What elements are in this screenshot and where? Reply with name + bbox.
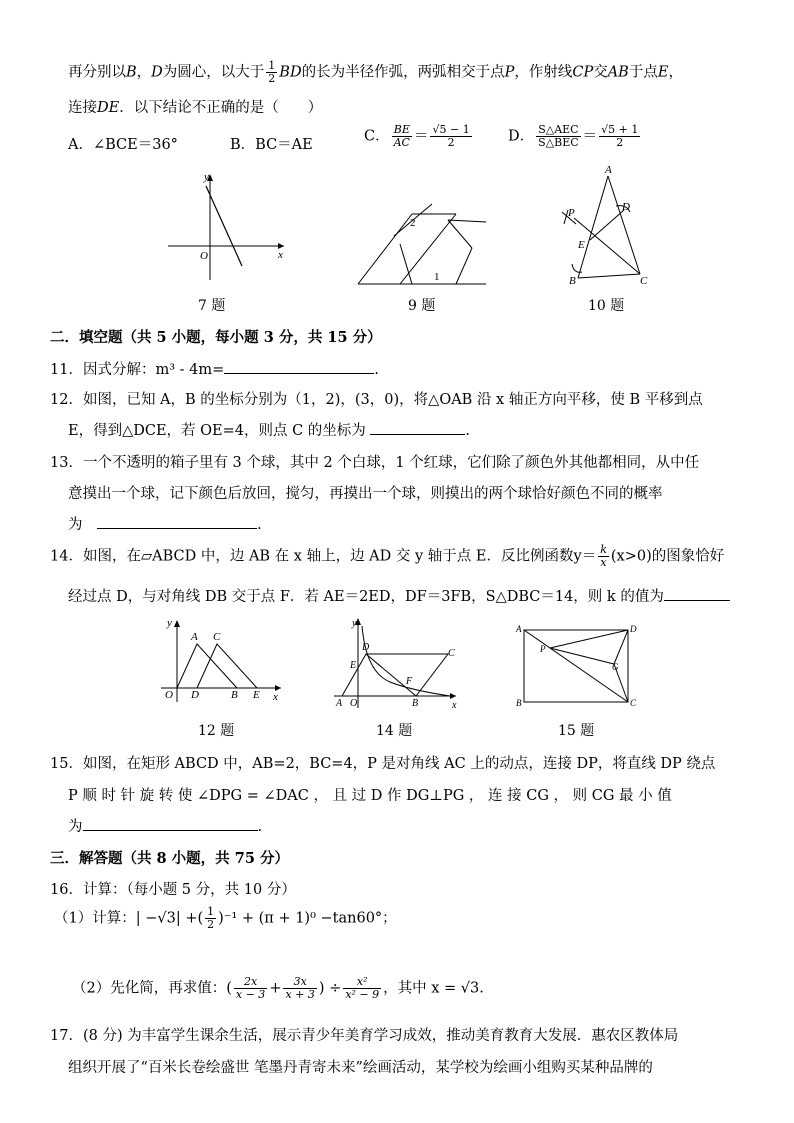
q14-num: 14． — [50, 548, 83, 565]
x-label: x — [273, 691, 278, 703]
option-c-label: C． — [364, 128, 390, 145]
q10-option-d — [508, 124, 642, 149]
q15-line2: P 顺 时 针 旋 转 使 ∠DPG = ∠DAC ， 且 过 D 作 DG⊥PG ， 连 接 CG ， 则 CG 最 小 值 — [68, 788, 672, 804]
q16-header — [50, 878, 296, 899]
side-bc — [578, 274, 640, 278]
side-ab — [578, 176, 608, 278]
frac-den: x − 3 — [235, 988, 266, 1001]
frac-3x — [283, 976, 316, 1001]
caption-7: 7 题 — [198, 298, 226, 314]
q10-var: BD — [279, 64, 302, 81]
fold-line — [400, 244, 412, 284]
q14-func: y＝ — [573, 548, 597, 565]
c-den: AC — [393, 136, 410, 149]
label-c: C — [448, 648, 455, 659]
q15-line3 — [68, 815, 262, 836]
caption-9: 9 题 — [408, 298, 436, 314]
figure-9-parallel-strip — [352, 200, 492, 290]
q10-var: P — [504, 64, 515, 81]
q17-num: 17． — [50, 1028, 83, 1044]
q14-text: 经过点 D，与对角线 DB 交于点 F．若 AE＝2ED，DF＝3FB，S△DBC＝14，则 k 的值为 — [68, 589, 664, 605]
q10-text: ，作射线 — [514, 64, 573, 81]
d-rhs-num: √5 + 1 — [601, 123, 639, 136]
label-a: A — [516, 624, 522, 634]
q16-p1-expr: | −√3| +( — [135, 910, 204, 927]
q16-text: 计算：（每小题 5 分，共 10 分） — [82, 882, 296, 898]
q10-half-fraction — [266, 60, 277, 85]
x-arrow — [450, 693, 456, 699]
q16-p1-label: （1）计算： — [54, 910, 136, 927]
caption-15: 15 题 — [558, 723, 595, 739]
q14-answer-blank[interactable] — [664, 600, 730, 601]
plus: + — [269, 980, 282, 997]
y-label: y — [352, 618, 357, 629]
q14-line2 — [68, 585, 730, 606]
label-b: B — [516, 698, 522, 708]
label-o: O — [165, 689, 173, 701]
y-arrow — [174, 620, 180, 627]
q16-num: 16． — [50, 882, 83, 898]
label-d: D — [191, 689, 199, 701]
q16-half-fraction — [205, 906, 216, 931]
q10-text: 再分别以 — [68, 64, 126, 81]
segment-dg — [614, 630, 628, 664]
half-den: 2 — [268, 72, 276, 85]
label-e: E — [253, 689, 260, 701]
strip-edge-1 — [358, 214, 412, 284]
q16-part2 — [72, 976, 484, 1001]
option-c-rhs — [430, 124, 471, 149]
q13-text: 一个不透明的箱子里有 3 个球，其中 2 个白球，1 个红球，它们除了颜色外其他都相同，从中任 — [82, 455, 700, 471]
section-3-title: 三．解答题（共 8 小题，共 75 分） — [50, 850, 289, 867]
q10-text: 的长为半径作弧，两弧相交于点 — [301, 64, 505, 81]
q10-stem-line2 — [68, 96, 322, 117]
q13-num: 13． — [50, 455, 83, 471]
angle-1-label: 1 — [434, 271, 440, 283]
q10-var: D — [151, 64, 163, 81]
label-d: D — [630, 624, 637, 634]
label-d: D — [362, 642, 370, 653]
q11-answer-blank[interactable] — [224, 373, 374, 374]
label-b: B — [569, 275, 576, 287]
q10-text: 连接 — [68, 100, 97, 116]
k-num: k — [600, 543, 607, 556]
caption-14: 14 题 — [376, 723, 413, 739]
half-den: 2 — [207, 918, 215, 931]
q13-line2: 意摸出一个球，记下颜色后放回，搅匀，再摸出一个球，则摸出的两个球恰好颜色不同的概率 — [68, 486, 663, 502]
frac-num: 2x — [234, 976, 267, 989]
option-d-lhs — [536, 124, 581, 149]
y-label: y — [167, 617, 172, 629]
caption-12: 12 题 — [198, 723, 235, 739]
q14-kx-fraction — [598, 544, 609, 569]
q14-text: (x>0)的图象恰好 — [610, 548, 725, 565]
segment-pd — [550, 630, 628, 648]
caption-10: 10 题 — [588, 298, 625, 314]
q15-text: 如图，在矩形 ABCD 中，AB=2，BC=4，P 是对角线 AC 上的动点，连接 DP，将直线 DP 绕点 — [82, 756, 716, 772]
q12-line1 — [50, 388, 703, 409]
q14-line1 — [50, 544, 724, 569]
label-p: P — [540, 644, 546, 654]
label-o: O — [350, 698, 358, 709]
angle-2-label: 2 — [410, 217, 416, 229]
q10-option-b: B．BC＝AE — [230, 137, 313, 153]
q10-text: ， — [668, 64, 683, 81]
line-graph — [206, 186, 242, 266]
figure-10-triangle — [560, 162, 660, 288]
q17-text: (8 分) 为丰富学生课余生活，展示青少年美育学习成效，推动美育教育大发展．惠农区教体局 — [82, 1028, 679, 1044]
q10-var: CP — [572, 64, 594, 81]
q13-line3 — [68, 513, 262, 534]
q14-text: 如图，在▱ABCD 中，边 AB 在 x 轴上，边 AD 交 y 轴于点 E．反比例函数 — [82, 548, 574, 565]
figure-7-graph — [160, 168, 290, 288]
q16-p2-tail: ，其中 x = √3. — [383, 980, 484, 997]
label-a: A — [605, 164, 612, 176]
frac-den: x + 3 — [285, 988, 315, 1001]
label-c: C — [640, 275, 648, 287]
q10-var: DE — [97, 100, 120, 116]
c-rhs-den: 2 — [447, 136, 455, 149]
option-c-lhs — [392, 124, 412, 149]
arrow-right — [448, 220, 486, 222]
q15-line1 — [50, 752, 715, 773]
label-d: D — [622, 201, 630, 213]
q10-var: E — [657, 64, 669, 81]
label-a: A — [336, 698, 343, 709]
q10-text: ．以下结论不正确的是（ ） — [119, 100, 323, 116]
figure-12-triangles — [155, 616, 285, 712]
q16-p2-label: （2）先化简，再求值：( — [72, 980, 232, 997]
q10-text: 于点 — [628, 64, 658, 81]
q13-end: . — [257, 517, 262, 533]
label-c: C — [213, 631, 221, 643]
q12-text: E，得到△DCE，若 OE=4，则点 C 的坐标为 — [68, 423, 366, 439]
q15-num: 15． — [50, 756, 83, 772]
q11-num: 11． — [50, 362, 83, 378]
q17-line2: 组织开展了“百米长卷绘盛世 笔墨丹青寄未来”绘画活动，某学校为绘画小组购买某种品牌的 — [68, 1060, 653, 1076]
diagonal-db — [366, 654, 416, 696]
q10-stem-line1 — [68, 60, 683, 85]
d-num: S△AEC — [536, 124, 581, 137]
q12-end: . — [465, 423, 471, 439]
segment-de — [590, 210, 624, 240]
q10-option-a: A．∠BCE＝36° — [68, 137, 178, 153]
eq: ＝ — [582, 128, 598, 145]
q10-var: AB — [607, 64, 629, 81]
frac-num: 3x — [283, 976, 316, 989]
label-g: G — [612, 662, 619, 672]
q15-text: 为 — [68, 819, 83, 835]
figure-14-parallelogram — [330, 616, 460, 712]
frac-2x — [234, 976, 267, 1001]
label-b: B — [412, 698, 419, 709]
q12-answer-blank[interactable] — [370, 434, 465, 435]
option-d-label: D． — [508, 128, 535, 145]
y-label: y — [204, 171, 209, 183]
d-rhs-den: 2 — [616, 136, 624, 149]
eq: ＝ — [413, 128, 429, 145]
label-e: E — [350, 660, 357, 671]
q11 — [50, 358, 379, 379]
frac-x2 — [343, 976, 381, 1001]
right-edge-2 — [456, 248, 472, 284]
q12-text: 如图，已知 A，B 的坐标分别为（1，2)，(3，0)，将△OAB 沿 x 轴正方向平移，使 B 平移到点 — [82, 392, 703, 408]
divide: ) ÷ — [318, 980, 342, 997]
q11-text: 因式分解：m³ - 4m= — [82, 362, 225, 378]
triangle-dce — [197, 644, 257, 688]
label-b: B — [231, 689, 238, 701]
d-den: S△BEC — [538, 136, 579, 149]
frac-den: x² − 9 — [345, 988, 380, 1001]
q11-end: . — [374, 362, 379, 378]
q16-p1-expr: )⁻¹ + (π + 1)⁰ −tan60°； — [218, 910, 397, 927]
q10-option-c — [364, 124, 474, 149]
segment-pg — [550, 648, 614, 664]
q15-end: . — [257, 819, 263, 835]
q10-text: 交 — [593, 64, 608, 81]
q10-var: B — [126, 64, 137, 81]
half-num: 1 — [207, 905, 215, 918]
q12-num: 12． — [50, 392, 83, 408]
q17-line1 — [50, 1024, 678, 1045]
label-a: A — [191, 631, 198, 643]
q10-text: ， — [136, 64, 152, 81]
c-num: BE — [392, 124, 412, 137]
side-ac — [608, 176, 640, 274]
option-d-rhs — [599, 124, 640, 149]
x-label: x — [278, 249, 283, 261]
q10-text: 为圆心，以大于 — [162, 64, 265, 81]
label-c: C — [630, 698, 637, 708]
q13-line1 — [50, 451, 699, 472]
x-den: x — [600, 556, 607, 569]
q16-part1 — [54, 906, 397, 931]
frac-num: x² — [343, 976, 381, 989]
c-rhs-num: √5 − 1 — [432, 123, 470, 136]
half-num: 1 — [268, 59, 276, 72]
q13-text: 为 — [68, 517, 83, 533]
origin-label: O — [200, 250, 208, 262]
label-e: E — [578, 239, 585, 251]
label-p: P — [568, 207, 575, 219]
q12-line2 — [68, 419, 470, 440]
figure-15-rectangle — [514, 622, 644, 712]
q13-answer-blank[interactable] — [97, 528, 257, 529]
section-2-title: 二．填空题（共 5 小题，每小题 3 分，共 15 分） — [50, 329, 382, 346]
q15-answer-blank[interactable] — [83, 830, 258, 831]
label-f: F — [406, 676, 413, 687]
x-label: x — [452, 700, 457, 711]
right-edge — [448, 220, 472, 248]
